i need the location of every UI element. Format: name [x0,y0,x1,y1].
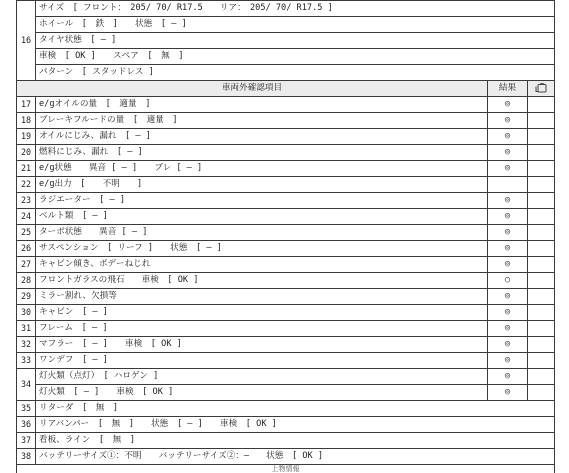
item-text: サスペンション [ リーフ ] 状態 [ — ] [36,241,488,257]
item-text: ブレーキフルードの量 [ 適量 ] [36,113,488,129]
next-section-title: 上物情報 [17,465,555,473]
clipboard-copy-icon[interactable] [534,83,548,93]
pattern-text: パターン [ スタッドレス ] [36,65,555,81]
item-extra [528,241,555,257]
item-text: リアバンパー [ 無 ] 状態 [ — ] 車検 [ OK ] [36,417,555,433]
top-row [17,1,555,17]
item-extra [528,337,555,353]
item-number: 21 [17,161,36,177]
item-row [17,433,555,449]
item-text: キャビン傾き、ボデーねじれ [36,257,488,273]
tire-condition-text: タイヤ状態 [ — ] [36,33,555,49]
item-result: ◎ [488,353,528,369]
item-row [17,257,555,273]
item-row [17,129,555,145]
item-result: ◎ [488,161,528,177]
item-text: ターボ状態 異音 [ — ] [36,225,488,241]
item-row [17,97,555,113]
item-result: ◎ [488,385,528,401]
item-text: 灯火類（点灯） [ ハロゲン ] [36,369,488,385]
item-result: ◎ [488,225,528,241]
item-number: 26 [17,241,36,257]
item-result: ◎ [488,145,528,161]
item-extra [528,209,555,225]
item-extra [528,305,555,321]
item-text: 燃料にじみ、漏れ [ — ] [36,145,488,161]
item-extra [528,353,555,369]
section-header-row [17,81,555,97]
item-number: 31 [17,321,36,337]
item-text: ベルト類 [ — ] [36,209,488,225]
item-number: 25 [17,225,36,241]
section-title: 車両外確認項目 [17,81,488,97]
item-text: ワンデフ [ — ] [36,353,488,369]
item-number: 29 [17,289,36,305]
result-column-header: 結果 [488,81,528,97]
item-result: ◎ [488,193,528,209]
item-row [17,193,555,209]
item-result: ◎ [488,257,528,273]
tire-size-text: サイズ [ フロント： 205/ 70/ R17.5 リア： 205/ 70/ R17.5 ] [36,1,555,17]
item-number: 18 [17,113,36,129]
item-text: オイルにじみ、漏れ [ — ] [36,129,488,145]
item-row [17,449,555,465]
item-result [488,177,528,193]
item-number: 32 [17,337,36,353]
item-row [17,273,555,289]
top-row [17,49,555,65]
item-row [17,369,555,385]
item-text: e/gオイルの量 [ 適量 ] [36,97,488,113]
item-extra [528,257,555,273]
item-number: 37 [17,433,36,449]
next-section-row [17,465,555,473]
item-number: 35 [17,401,36,417]
item-number: 20 [17,145,36,161]
item-result: ◎ [488,113,528,129]
item-extra [528,193,555,209]
item-extra [528,129,555,145]
item-text: e/g状態 異音 [ — ] ブレ [ — ] [36,161,488,177]
item-row [17,305,555,321]
item-number: 24 [17,209,36,225]
item-result: ◎ [488,321,528,337]
item-extra [528,369,555,385]
item-extra [528,113,555,129]
item-number: 22 [17,177,36,193]
inspection-table-body [17,1,555,473]
item-result: ◎ [488,337,528,353]
item-row [17,209,555,225]
item-text: ミラー割れ、欠損等 [36,289,488,305]
item-number: 33 [17,353,36,369]
item-row [17,337,555,353]
inspection-sheet [16,0,554,473]
item-row [17,225,555,241]
item-extra [528,385,555,401]
item-result: ◎ [488,129,528,145]
item-text: e/g出力 [ 不明 ] [36,177,488,193]
item-number: 34 [17,369,36,401]
item-extra [528,321,555,337]
item-extra [528,289,555,305]
item-number: 36 [17,417,36,433]
item-extra [528,177,555,193]
item-text: バッテリーサイズ①：不明 バッテリーサイズ②：— 状態 [ OK ] [36,449,555,465]
item-number: 30 [17,305,36,321]
wheel-text: ホイール [ 鉄 ] 状態 [ — ] [36,17,555,33]
item-text: ラジエーター [ — ] [36,193,488,209]
item-row [17,353,555,369]
item-extra [528,97,555,113]
item-text: フロントガラスの飛石 車検 [ OK ] [36,273,488,289]
item-extra [528,273,555,289]
item-text: 看板、ライン [ 無 ] [36,433,555,449]
item-text: フレーム [ — ] [36,321,488,337]
item-number: 38 [17,449,36,465]
item-result: ◎ [488,97,528,113]
item-number: 19 [17,129,36,145]
item-text: 灯火類 [ — ] 車検 [ OK ] [36,385,488,401]
item-text: キャビン [ — ] [36,305,488,321]
item-number: 23 [17,193,36,209]
item-text: リターダ [ 無 ] [36,401,555,417]
item-row [17,417,555,433]
item-result: ◎ [488,305,528,321]
item-result: ◎ [488,369,528,385]
item-result: ◎ [488,209,528,225]
top-row [17,17,555,33]
item-row [17,113,555,129]
item-text: マフラー [ — ] 車検 [ OK ] [36,337,488,353]
item-result: ◎ [488,289,528,305]
item-row [17,321,555,337]
item-result: ◎ [488,241,528,257]
item-number: 27 [17,257,36,273]
item-extra [528,161,555,177]
item-row [17,385,555,401]
item-extra [528,225,555,241]
item-number: 28 [17,273,36,289]
item-result: ○ [488,273,528,289]
top-row [17,65,555,81]
item-number: 17 [17,97,36,113]
clipboard-copy-cell[interactable] [528,81,555,97]
item-row [17,289,555,305]
inspection-spare-text: 車検 [ OK ] スペア [ 無 ] [36,49,555,65]
item-row [17,145,555,161]
item-row [17,177,555,193]
inspection-table [16,0,555,473]
item-row [17,161,555,177]
item-extra [528,145,555,161]
item-row [17,241,555,257]
top-row [17,33,555,49]
row-number: 16 [17,1,36,81]
item-row [17,401,555,417]
